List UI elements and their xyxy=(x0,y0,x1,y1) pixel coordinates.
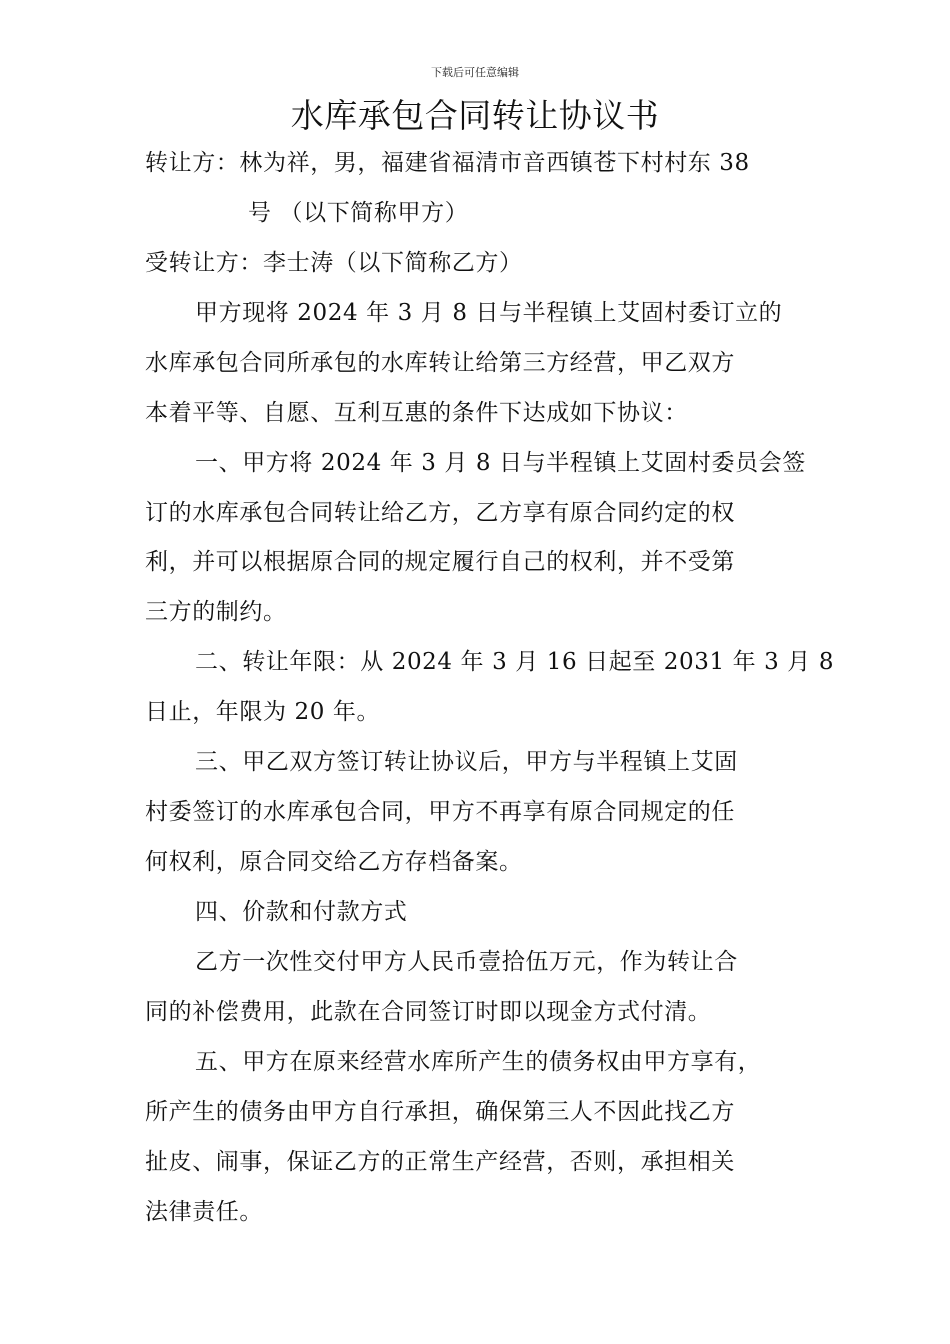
text-line: 甲方现将 2024 年 3 月 8 日与半程镇上艾固村委订立的 xyxy=(195,300,783,326)
text-line-transferor: 转让方：林为祥，男，福建省福清市音西镇苍下村村东 38 xyxy=(145,150,750,176)
clause-2-line: 日止，年限为 20 年。 xyxy=(145,699,381,725)
clause-2-line: 二、转让年限：从 2024 年 3 月 16 日起至 2031 年 3 月 8 xyxy=(195,649,835,675)
clause-1-line: 三方的制约。 xyxy=(145,599,287,625)
clause-4-line: 乙方一次性交付甲方人民币壹拾伍万元，作为转让合 xyxy=(195,949,738,975)
clause-3-line: 村委签订的水库承包合同，甲方不再享有原合同规定的任 xyxy=(145,799,735,825)
clause-3-line: 三、甲乙双方签订转让协议后，甲方与半程镇上艾固 xyxy=(195,749,738,775)
text-line: 本着平等、自愿、互利互惠的条件下达成如下协议： xyxy=(145,400,688,426)
clause-5-line: 法律责任。 xyxy=(145,1199,263,1225)
text-line: 水库承包合同所承包的水库转让给第三方经营，甲乙双方 xyxy=(145,350,735,376)
clause-5-line: 五、甲方在原来经营水库所产生的债务权由甲方享有， xyxy=(195,1049,762,1075)
text-line-transferee: 受转让方：李士涛（以下简称乙方） xyxy=(145,250,523,276)
clause-4-heading: 四、价款和付款方式 xyxy=(195,899,408,925)
clause-1-line: 一、甲方将 2024 年 3 月 8 日与半程镇上艾固村委员会签 xyxy=(195,450,806,476)
clause-1-line: 订的水库承包合同转让给乙方，乙方享有原合同约定的权 xyxy=(145,500,735,526)
document-title: 水库承包合同转让协议书 xyxy=(290,96,660,135)
clause-3-line: 何权利，原合同交给乙方存档备案。 xyxy=(145,849,523,875)
clause-1-line: 利，并可以根据原合同的规定履行自己的权利，并不受第 xyxy=(145,549,735,575)
clause-4-line: 同的补偿费用，此款在合同签订时即以现金方式付清。 xyxy=(145,999,712,1025)
clause-5-line: 扯皮、闹事，保证乙方的正常生产经营，否则，承担相关 xyxy=(145,1149,735,1175)
clause-5-line: 所产生的债务由甲方自行承担，确保第三人不因此找乙方 xyxy=(145,1099,735,1125)
text-line-transferor-cont: 号 （以下简称甲方） xyxy=(248,200,469,226)
header-note: 下载后可任意编辑 xyxy=(431,66,519,79)
